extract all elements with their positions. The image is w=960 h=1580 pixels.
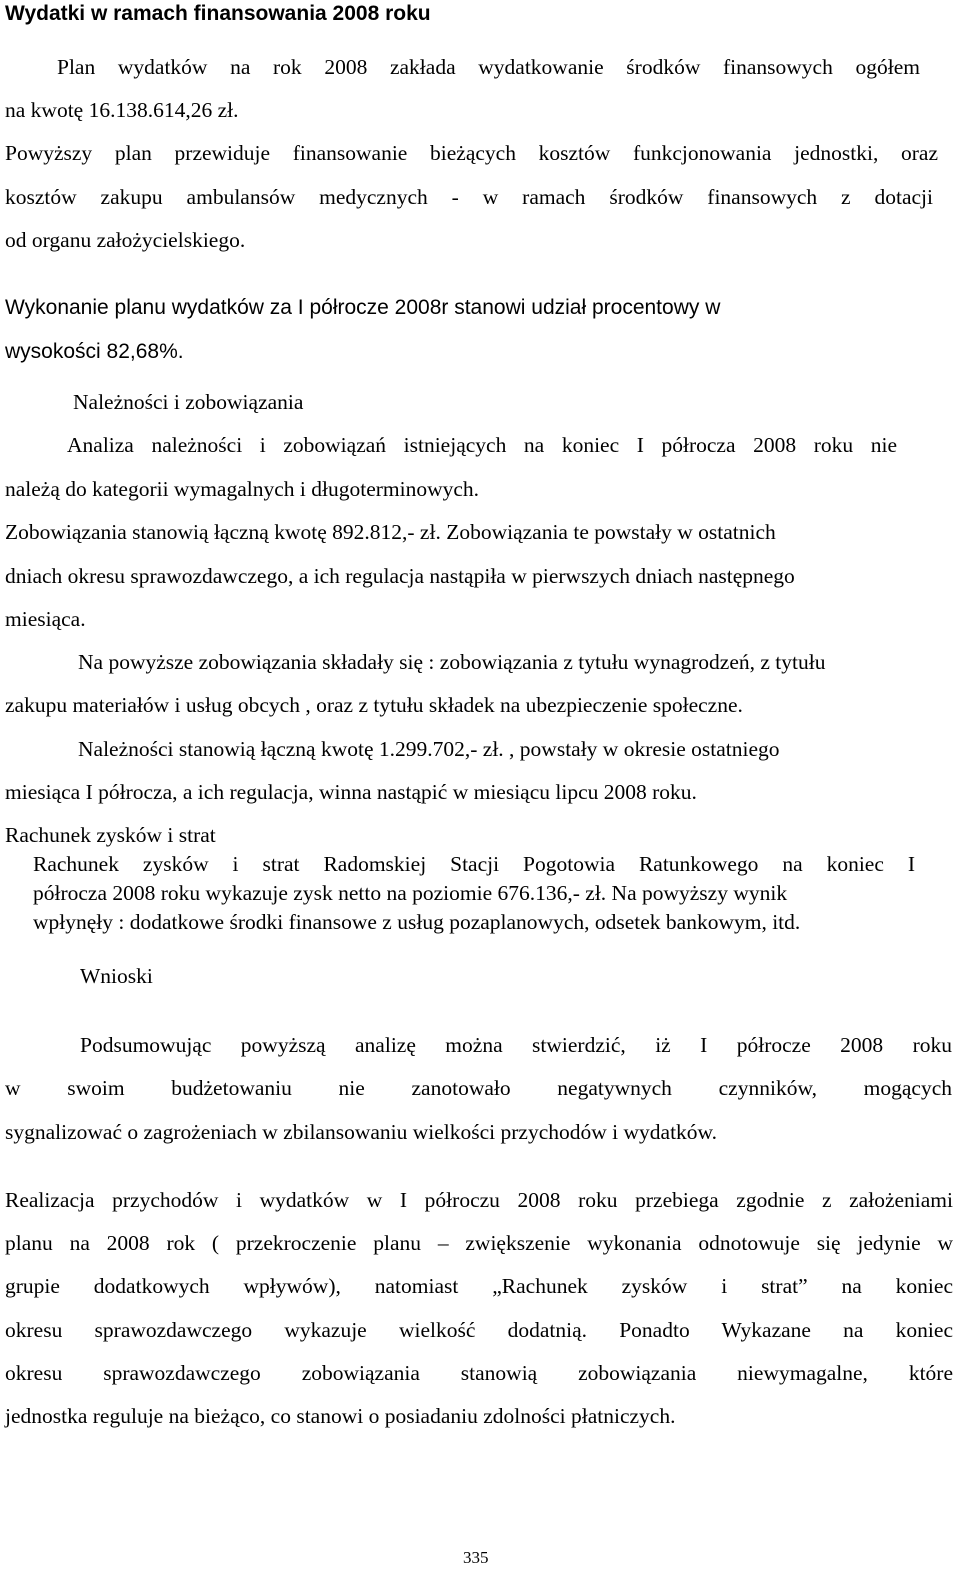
profit-line-3: wpłynęły : dodatkowe środki finansowe z usług pozaplanowych, odsetek bankowym, itd. <box>33 910 801 934</box>
conclusions-line-1: Podsumowując powyższą analizę można stwierdzić, iż I półrocze 2008 roku <box>80 1033 952 1057</box>
receivables-line-1: Analiza należności i zobowiązań istniejących na koniec I półrocza 2008 roku nie <box>67 433 897 457</box>
receivables-line-5: miesiąca. <box>5 607 86 631</box>
receivables-line-6: Na powyższe zobowiązania składały się : zobowiązania z tytułu wynagrodzeń, z tytułu <box>78 650 826 674</box>
profit-line-1: Rachunek zysków i strat Radomskiej Stacji Pogotowia Ratunkowego na koniec I <box>33 852 915 876</box>
execution-line-1: Wykonanie planu wydatków za I półrocze 2008r stanowi udział procentowy w <box>5 296 721 319</box>
plan-line-1: Plan wydatków na rok 2008 zakłada wydatkowanie środków finansowych ogółem <box>57 55 920 79</box>
coverage-line-1: Powyższy plan przewiduje finansowanie bieżących kosztów funkcjonowania jednostki, oraz <box>5 141 938 165</box>
coverage-line-2: kosztów zakupu ambulansów medycznych - w ramach środków finansowych z dotacji <box>5 185 933 209</box>
receivables-line-3: Zobowiązania stanowią łączną kwotę 892.812,- zł. Zobowiązania te powstały w ostatnich <box>5 520 776 544</box>
realization-line-5: okresu sprawozdawczego zobowiązania stanowią zobowiązania niewymagalne, które <box>5 1361 953 1385</box>
section-heading: Wydatki w ramach finansowania 2008 roku <box>5 2 431 25</box>
receivables-line-8: Należności stanowią łączną kwotę 1.299.702,- zł. , powstały w okresie ostatniego <box>78 737 780 761</box>
conclusions-line-2: w swoim budżetowaniu nie zanotowało negatywnych czynników, mogących <box>5 1076 952 1100</box>
receivables-line-4: dniach okresu sprawozdawczego, a ich regulacja nastąpiła w pierwszych dniach następnego <box>5 564 795 588</box>
receivables-line-7: zakupu materiałów i usług obcych , oraz z tytułu składek na ubezpieczenie społeczne. <box>5 693 743 717</box>
realization-line-1: Realizacja przychodów i wydatków w I półroczu 2008 roku przebiega zgodnie z założeniami <box>5 1188 953 1212</box>
realization-line-2: planu na 2008 rok ( przekroczenie planu – zwiększenie wykonania odnotowuje się jedynie w <box>5 1231 953 1255</box>
coverage-line-3: od organu założycielskiego. <box>5 228 246 252</box>
plan-line-2: na kwotę 16.138.614,26 zł. <box>5 98 239 122</box>
realization-line-6: jednostka reguluje na bieżąco, co stanowi o posiadaniu zdolności płatniczych. <box>5 1404 676 1428</box>
receivables-line-9: miesiąca I półrocza, a ich regulacja, winna nastąpić w miesiącu lipcu 2008 roku. <box>5 780 697 804</box>
profit-line-2: półrocza 2008 roku wykazuje zysk netto na poziomie 676.136,- zł. Na powyższy wynik <box>33 881 788 905</box>
receivables-title: Należności i zobowiązania <box>73 390 304 414</box>
conclusions-title: Wnioski <box>80 964 153 988</box>
realization-line-4: okresu sprawozdawczego wykazuje wielkość dodatnią. Ponadto Wykazane na koniec <box>5 1318 953 1342</box>
execution-line-2: wysokości 82,68%. <box>5 340 184 363</box>
profit-title: Rachunek zysków i strat <box>5 823 216 847</box>
conclusions-line-3: sygnalizować o zagrożeniach w zbilansowaniu wielkości przychodów i wydatków. <box>5 1120 718 1144</box>
realization-line-3: grupie dodatkowych wpływów), natomiast „Rachunek zysków i strat” na koniec <box>5 1274 953 1298</box>
page-number: 335 <box>463 1548 489 1567</box>
receivables-line-2: należą do kategorii wymagalnych i długoterminowych. <box>5 477 480 501</box>
